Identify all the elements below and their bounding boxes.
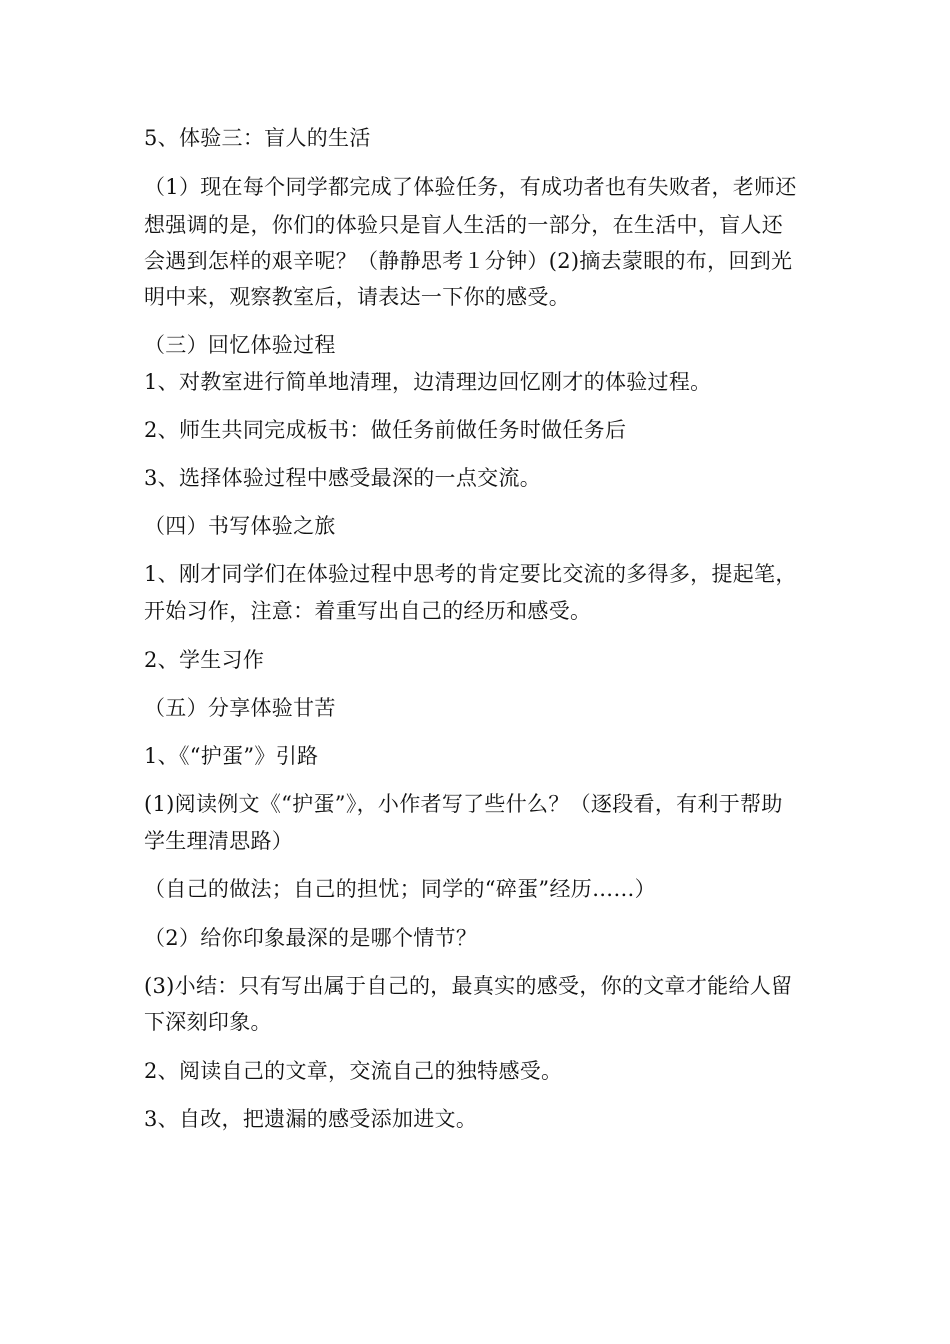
text-line: 1、对教室进行简单地清理，边清理边回忆刚才的体验过程。 <box>144 370 712 394</box>
section-heading: （四）书写体验之旅 <box>144 514 336 538</box>
text-line: 开始习作，注意：着重写出自己的经历和感受。 <box>144 599 592 623</box>
text-line: 1、《“护蛋”》引路 <box>144 744 319 768</box>
text-line: 会遇到怎样的艰辛呢？（静静思考１分钟）(2)摘去蒙眼的布，回到光 <box>144 249 793 273</box>
text-line: 5、体验三：盲人的生活 <box>144 126 371 150</box>
text-line: （自己的做法；自己的担忧；同学的“碎蛋”经历……） <box>144 877 656 901</box>
text-line: 想强调的是，你们的体验只是盲人生活的一部分，在生活中，盲人还 <box>144 213 783 237</box>
text-line: 2、师生共同完成板书：做任务前做任务时做任务后 <box>144 418 627 442</box>
section-heading: （五）分享体验甘苦 <box>144 696 336 720</box>
text-line: （1）现在每个同学都完成了体验任务，有成功者也有失败者，老师还 <box>144 175 797 199</box>
text-line: 2、学生习作 <box>144 648 265 672</box>
text-line: 3、选择体验过程中感受最深的一点交流。 <box>144 466 542 490</box>
text-line: 1、刚才同学们在体验过程中思考的肯定要比交流的多得多，提起笔， <box>144 562 797 586</box>
section-heading: （三）回忆体验过程 <box>144 333 336 357</box>
text-line: （2）给你印象最深的是哪个情节？ <box>144 926 478 950</box>
text-line: (3)小结：只有写出属于自己的，最真实的感受，你的文章才能给人留 <box>144 974 793 998</box>
text-line: 3、自改，把遗漏的感受添加进文。 <box>144 1107 478 1131</box>
text-line: (1)阅读例文《“护蛋”》，小作者写了些什么？（逐段看，有利于帮助 <box>144 792 783 816</box>
text-line: 下深刻印象。 <box>144 1010 272 1034</box>
text-line: 明中来，观察教室后，请表达一下你的感受。 <box>144 285 570 309</box>
text-line: 2、阅读自己的文章，交流自己的独特感受。 <box>144 1059 563 1083</box>
text-line: 学生理清思路） <box>144 829 294 853</box>
